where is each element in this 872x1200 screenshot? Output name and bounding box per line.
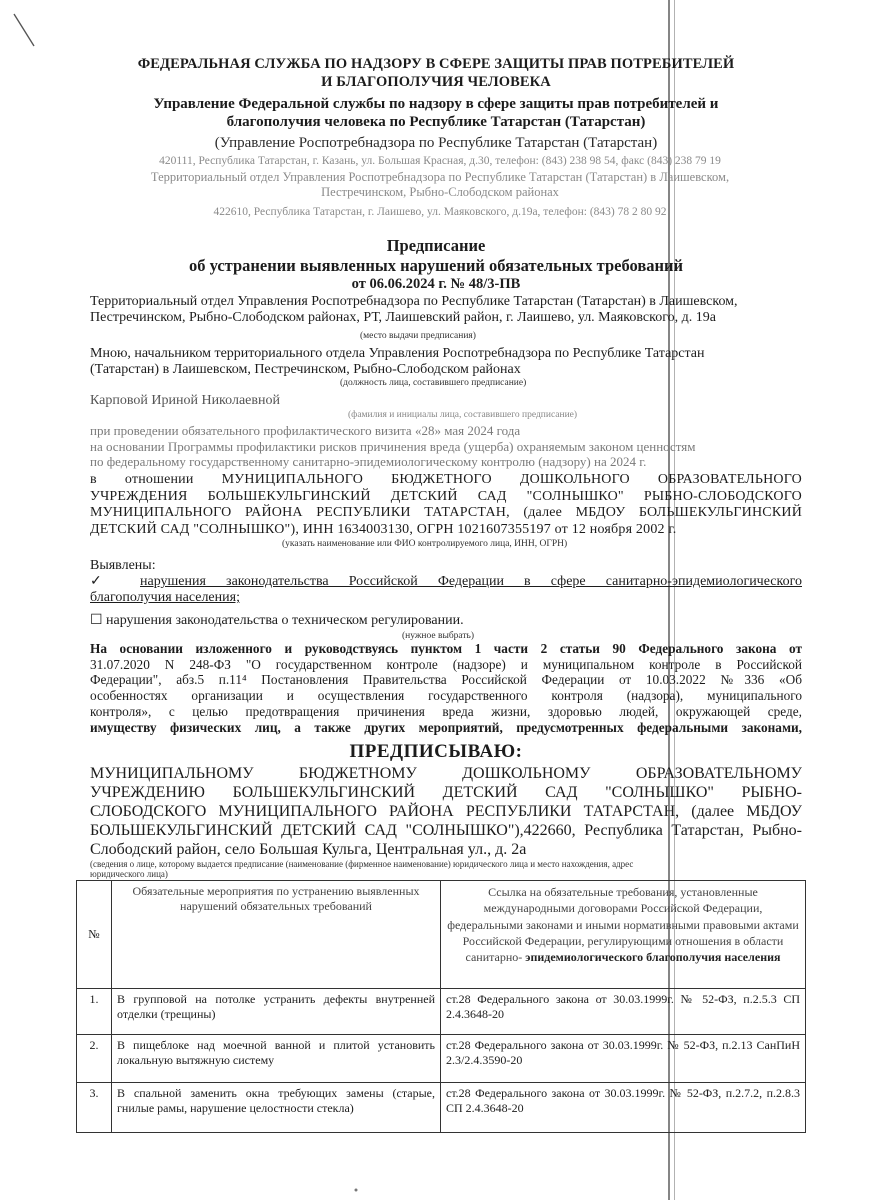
official-position [90, 346, 805, 378]
row-number: 3. [77, 1083, 112, 1133]
territorial-line-1: Территориальный отдел Управления Роспотребнадзора по Республике Татарстан (Татарстан) в Лаишевском, [150, 170, 730, 184]
recipient-line-2: УЧРЕЖДЕНИЮ БОЛЬШЕКУЛЬГИНСКИЙ ДЕТСКИЙ САД "СОЛНЫШКО" РЫБНО- [90, 784, 802, 801]
row-number: 2. [77, 1035, 112, 1083]
department-line-2: благополучия человека по Республике Татарстан (Татарстан) [226, 114, 646, 130]
grounds-line-4: особенностях организации и осуществления государственного контроля (надзора), муниципального [90, 688, 802, 704]
violation-technical: нарушения законодательства о техническом регулировании. [106, 613, 464, 628]
checkbox-icon[interactable]: ☐ [90, 613, 103, 628]
violation-sanitary [140, 574, 802, 590]
header-number: № [77, 881, 112, 989]
grounds-line-3: Федерации", абз.5 п.11⁴ Постановления Правительства Российской Федерации от 10.03.2022 №336 «Об [90, 672, 802, 688]
grounds-line-1: На основании изложенного и руководствуясь пунктом 1 части 2 статьи 90 Федерального закона от [90, 641, 802, 656]
order-recipient [90, 764, 802, 859]
row-measure: В групповой на потолке устранить дефекты внутренней отделки (трещины) [112, 989, 441, 1035]
territorial-line-2: Пестречинском, Рыбно-Слободском районах [321, 185, 559, 199]
requirements-table [76, 880, 806, 1133]
recipient-line-5: Слободский район, село Большая Кульга, Центральная ул., д. 2а [90, 841, 527, 858]
official-name-caption: (фамилия и инициалы лица, составившего предписание) [348, 410, 578, 420]
agency-title [76, 55, 796, 91]
table-row [77, 1035, 806, 1083]
place-caption: (место выдачи предписания) [360, 331, 476, 341]
issue-place [90, 294, 805, 326]
row-reference: ст.28 Федерального закона от 30.03.1999г. № 52-ФЗ, п.2.13 СанПиН 2.3/2.4.3590-20 [441, 1035, 806, 1083]
row-measure: В пищеблоке над моечной ванной и плитой установить локальную вытяжную систему [112, 1035, 441, 1083]
agency-line-1: ФЕДЕРАЛЬНАЯ СЛУЖБА ПО НАДЗОРУ В СФЕРЕ ЗАЩИТЫ ПРАВ ПОТРЕБИТЕЛЕЙ [137, 56, 735, 72]
legal-grounds [90, 641, 802, 735]
official-caption: (должность лица, составившего предписание) [340, 378, 527, 388]
basis-line-1: при проведении обязательного профилактического визита «28» мая 2024 года [90, 423, 521, 438]
official-line-2: (Татарстан) в Лаишевском, Пестречинском, Рыбно-Слободском районах [90, 362, 521, 377]
header-references [441, 881, 806, 989]
scan-scratch [14, 14, 34, 46]
entity-caption: (указать наименование или ФИО контролируемого лица, ИНН, ОГРН) [282, 539, 568, 549]
visit-basis [90, 423, 805, 470]
agency-line-2: И БЛАГОПОЛУЧИЯ ЧЕЛОВЕКА [321, 74, 551, 90]
grounds-line-5: контроля», с целью предотвращения причинения вреда жизни, здоровью людей, окружающей среде, [90, 703, 802, 719]
table-row [77, 989, 806, 1035]
official-name: Карповой Ириной Николаевной [90, 393, 280, 408]
order-heading: ПРЕДПИСЫВАЮ: [349, 741, 523, 762]
row-number: 1. [77, 989, 112, 1035]
department-address: 420111, Республика Татарстан, г. Казань, ул. Большая Красная, д.30, телефон: (843) 238 98 54, факс (843) 238 79 19 [159, 155, 721, 167]
document-title [76, 236, 796, 276]
checkmark-icon[interactable]: ✓ [90, 574, 102, 589]
entity-line-1: в отношении МУНИЦИПАЛЬНОГО БЮДЖЕТНОГО ДОШКОЛЬНОГО ОБРАЗОВАТЕЛЬНОГО [90, 472, 802, 487]
recipient-line-3: СЛОБОДСКОГО МУНИЦИПАЛЬНОГО РАЙОНА РЕСПУБЛИКИ ТАТАРСТАН, (далее МБДОУ [90, 803, 802, 820]
official-line-1: Мною, начальником территориального отдела Управления Роспотребнадзора по Республике Татарстан [90, 346, 705, 361]
territorial-dept [60, 170, 820, 200]
header-references-text: Ссылка на обязательные требования, установленные международными договорами Российской Федерации, федеральными законами и иными нормативными правовыми актами Российской Федерации, регулирующими отношения в области санитарно- [447, 885, 799, 965]
place-line-2: Пестречинском, Рыбно-Слободском районах, РТ, Лаишевский район, г. Лаишево, ул. Маяковского, д. 19а [90, 310, 716, 325]
place-line-1: Территориальный отдел Управления Роспотребнадзора по Республике Татарстан (Татарстан) в Лаишевском, [90, 294, 738, 309]
department-short-name: (Управление Роспотребнадзора по Республике Татарстан (Татарстан) [214, 135, 658, 151]
row-reference: ст.28 Федерального закона от 30.03.1999г. № 52-ФЗ, п.2.5.3 СП 2.4.3648-20 [441, 989, 806, 1035]
header-measures: Обязательные мероприятия по устранению выявленных нарушений обязательных требований [112, 881, 441, 989]
basis-line-2: на основании Программы профилактики рисков причинения вреда (ущерба) охраняемым законом ценностям [90, 438, 696, 454]
department-title [76, 95, 796, 131]
controlled-entity [90, 472, 802, 538]
recipient-line-1: МУНИЦИПАЛЬНОМУ БЮДЖЕТНОМУ ДОШКОЛЬНОМУ ОБРАЗОВАТЕЛЬНОМУ [90, 765, 802, 782]
violation-sanitary-line-1: нарушения законодательства Российской Федерации в сфере санитарно-эпидемиологического [140, 574, 802, 589]
territorial-address: 422610, Республика Татарстан, г. Лаишево, ул. Маяковского, д.19а, телефон: (843) 78 2 80 92 [213, 206, 667, 218]
document-date-number: от 06.06.2024 г. № 48/3-ПВ [351, 276, 521, 292]
entity-line-4: ДЕТСКИЙ САД "СОЛНЫШКО"), ИНН 1634003130, ОГРН 1021607355197 от 12 ноября 2002 г. [90, 521, 677, 537]
recipient-caption-line-1: (сведения о лице, которому выдается предписание (наименование (фирменное наименование) юридического лица и место нахождения, адрес [90, 859, 634, 869]
department-line-1: Управление Федеральной службы по надзору в сфере защиты прав потребителей и [153, 96, 719, 112]
table-row [77, 1083, 806, 1133]
entity-line-3: МУНИЦИПАЛЬНОГО РАЙОНА РЕСПУБЛИКИ ТАТАРСТАН, (далее МБДОУ БОЛЬШЕКУЛЬГИНСКИЙ [90, 505, 802, 520]
recipient-caption [90, 859, 802, 879]
row-measure: В спальной заменить окна требующих замены (старые, гнилые рамы, нарушение целостности стекла) [112, 1083, 441, 1133]
grounds-line-2: 31.07.2020 N 248-ФЗ "О государственном контроле (надзоре) и муниципальном контроле в Российской [90, 656, 802, 672]
basis-line-3: по федеральному государственному санитарно-эпидемиологическому контролю (надзору) на 2024 г. [90, 454, 647, 469]
violation-sanitary-line-2: благополучия населения; [90, 590, 240, 605]
table-header-row [77, 881, 806, 989]
recipient-line-4: БОЛЬШЕКУЛЬГИНСКИЙ ДЕТСКИЙ САД "СОЛНЫШКО"),422660, Республика Татарстан, Рыбно- [90, 822, 802, 839]
scan-dot [355, 1189, 358, 1192]
grounds-line-6: имуществу физических лиц, а также других мероприятий, предусмотренных федеральными законами, [90, 719, 802, 735]
entity-line-2: УЧРЕЖДЕНИЯ БОЛЬШЕКУЛЬГИНСКИЙ ДЕТСКИЙ САД "СОЛНЫШКО" РЫБНО-СЛОБОДСКОГО [90, 488, 802, 504]
recipient-caption-line-2: юридического лица) [90, 869, 168, 879]
found-label: Выявлены: [90, 558, 156, 573]
title-line-2: об устранении выявленных нарушений обязательных требований [188, 256, 684, 275]
title-line-1: Предписание [386, 236, 486, 255]
header-references-bold: эпидемиологического благополучия населения [525, 950, 781, 965]
found-caption: (нужное выбрать) [402, 631, 475, 641]
row-reference: ст.28 Федерального закона от 30.03.1999г. № 52-ФЗ, п.2.7.2, п.2.8.3 СП 2.4.3648-20 [441, 1083, 806, 1133]
